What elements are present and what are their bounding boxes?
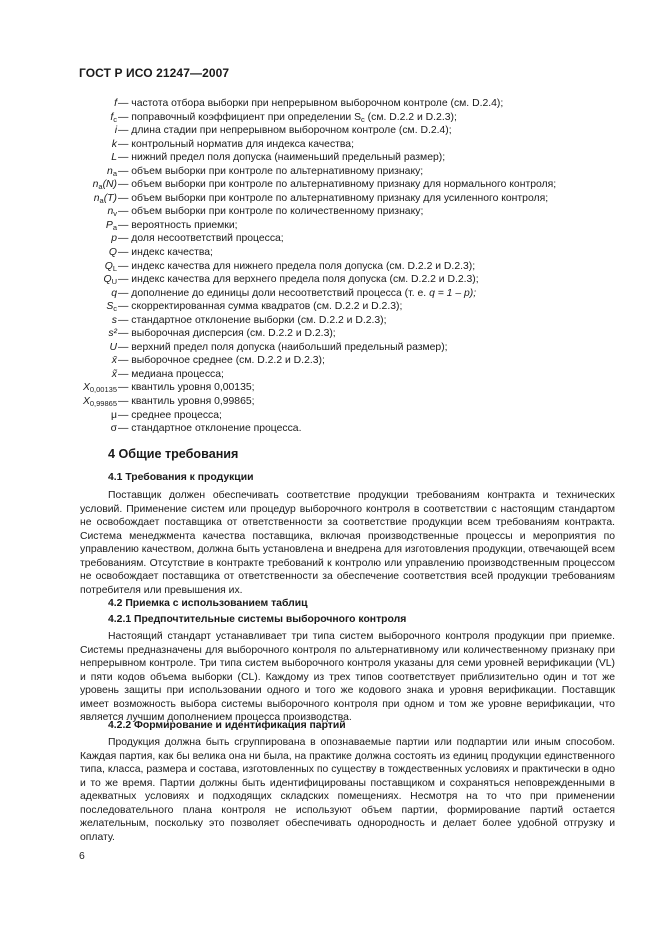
definition-text: — объем выборки при контроле по альтернативному признаку; bbox=[118, 165, 424, 177]
definition-symbol: $f_c$ bbox=[110, 111, 117, 124]
definition-text: — доля несоответствий процесса; bbox=[118, 233, 284, 245]
definition-text: — контрольный норматив для индекса качества; bbox=[118, 138, 354, 150]
definition-symbol: U bbox=[109, 341, 117, 353]
definition-symbol: f bbox=[114, 98, 117, 109]
definition-text: — стандартное отклонение процесса. bbox=[118, 423, 302, 435]
definition-symbol: $n_a(T)$ bbox=[93, 192, 117, 205]
definition-text: — скорректированная сумма квадратов (см. D.2.2 и D.2.3); bbox=[118, 301, 403, 313]
definition-text: — медиана процесса; bbox=[118, 368, 224, 380]
definition-row bbox=[70, 205, 610, 219]
definition-text: — объем выборки при контроле по альтернативному признаку для усиленного контроля; bbox=[118, 192, 549, 204]
definition-row bbox=[70, 300, 610, 314]
definition-row bbox=[70, 409, 610, 423]
definition-row bbox=[70, 219, 610, 233]
definition-text: — выборочная дисперсия (см. D.2.2 и D.2.3); bbox=[118, 328, 336, 340]
definition-row bbox=[70, 327, 610, 341]
symbol-definitions-list bbox=[70, 97, 610, 436]
definition-row bbox=[70, 138, 610, 152]
definition-row bbox=[70, 111, 610, 125]
definition-row bbox=[70, 354, 610, 368]
definition-row bbox=[70, 165, 610, 179]
definition-symbol: i bbox=[114, 125, 117, 137]
definition-symbol: σ bbox=[110, 423, 117, 435]
definition-row bbox=[70, 273, 610, 287]
definition-text: — частота отбора выборки при непрерывном выборочном контроле (см. D.2.4); bbox=[118, 98, 504, 109]
definition-row bbox=[70, 97, 610, 111]
document-header: ГОСТ Р ИСО 21247—2007 bbox=[79, 66, 230, 80]
definition-row bbox=[70, 151, 610, 165]
definition-text: — индекс качества для нижнего предела поля допуска (см. D.2.2 и D.2.3); bbox=[118, 260, 476, 272]
definition-row bbox=[70, 395, 610, 409]
definition-symbol: x̃ bbox=[111, 368, 117, 380]
definition-symbol: $X_{0,00135}$ bbox=[82, 382, 117, 395]
definition-text: — квантиль уровня 0,99865; bbox=[118, 396, 255, 408]
definition-row bbox=[70, 232, 610, 246]
definition-text: — выборочное среднее (см. D.2.2 и D.2.3); bbox=[118, 355, 325, 367]
definition-text: — индекс качества; bbox=[118, 247, 213, 259]
definition-symbol: p bbox=[111, 233, 117, 245]
definition-symbol: $n_v$ bbox=[107, 206, 117, 219]
definition-text: — объем выборки при контроле по альтернативному признаку для нормального контроля; bbox=[118, 179, 557, 191]
definition-symbol: $n_a(N)$ bbox=[92, 179, 117, 192]
definition-symbol: s² bbox=[108, 328, 117, 340]
section-4-heading: 4 Общие требования bbox=[108, 447, 239, 461]
section-4-2-1-text: Настоящий стандарт устанавливает три типа систем выборочного контроля продукции при приемке. Системы предназначены для выборочного контроля по альтернативному или количественному признаку при непрерывном контроле. Три типа систем выборочного контроля указаны для семи уровней верификации (VL) и пяти кодов объема выборки (CL). Каждому из трех типов соответствует приблизительно один и тот же уровень защиты при использовании одного и того же кодового знака и уровня верификации. Поставщик имеет возможность выбора системы выборочного контроля при одном и том же уровне верификации, что является лучшим дополнением процесса производства. bbox=[80, 631, 615, 723]
definition-row bbox=[70, 314, 610, 328]
definition-text: — поправочный коэффициент при определении $S_c$ (см. D.2.2 и D.2.3); bbox=[118, 111, 457, 124]
section-4-2-heading: 4.2 Приемка с использованием таблиц bbox=[108, 598, 308, 609]
definition-text: — индекс качества для верхнего предела поля допуска (см. D.2.2 и D.2.3); bbox=[118, 274, 479, 286]
definition-text: — длина стадии при непрерывном выборочном контроле (см. D.2.4); bbox=[118, 125, 452, 137]
definition-symbol: x̄ bbox=[111, 355, 117, 367]
definition-row bbox=[70, 246, 610, 260]
definition-text: — нижний предел поля допуска (наименьший предельный размер); bbox=[118, 152, 446, 164]
definition-text: — верхний предел поля допуска (наибольший предельный размер); bbox=[118, 341, 448, 353]
section-4-1-heading: 4.1 Требования к продукции bbox=[108, 472, 254, 483]
definition-symbol: L bbox=[111, 152, 117, 164]
definition-row bbox=[70, 124, 610, 138]
definition-symbol: $X_{0,99865}$ bbox=[82, 396, 117, 409]
definition-symbol: k bbox=[111, 138, 117, 150]
definition-text: — дополнение до единицы доли несоответствий процесса (т. е. q = 1 – p); bbox=[118, 287, 477, 299]
definition-text: — объем выборки при контроле по количественному признаку; bbox=[118, 206, 424, 218]
definition-row bbox=[70, 341, 610, 355]
definition-symbol: s bbox=[111, 314, 117, 326]
definition-text: — среднее процесса; bbox=[118, 409, 222, 421]
definition-row bbox=[70, 381, 610, 395]
definition-symbol: $Q_U$ bbox=[103, 274, 117, 287]
section-4-2-2-heading-text: 4.2.2 Формирование и идентификация партий bbox=[108, 720, 346, 731]
section-4-1-text: Поставщик должен обеспечивать соответствие продукции требованиям контракта и технических условий. Применение систем или процедур выборочного контроля в соответствии с настоящим стандартом не освобождает поставщика от ответственности за соответствие продукции всем требованиям контракта. Система менеджмента качества поставщика, включая производственные процессы и мероприятия по управлению качеством, должна быть установлена и внедрена для изготовления продукции, отвечающей всем требованиям. Отсутствие в контракте требований к контролю или управлению производственным процессом не освобождает поставщика от ответственности за обеспечение соответствия всей продукции требованиям потребителя или превышения их. bbox=[80, 490, 615, 596]
definition-row bbox=[70, 260, 610, 274]
section-4-2-1-heading: 4.2.1 Предпочтительные системы выборочного контроля bbox=[108, 614, 407, 625]
definition-symbol: $Q_L$ bbox=[104, 260, 117, 273]
definition-text: — вероятность приемки; bbox=[118, 219, 238, 231]
definition-text: — стандартное отклонение выборки (см. D.2.2 и D.2.3); bbox=[118, 314, 387, 326]
definition-symbol: $S_c$ bbox=[106, 301, 117, 314]
section-4-2-2-heading bbox=[108, 720, 346, 731]
definition-row bbox=[70, 368, 610, 382]
definition-symbol: $P_a$ bbox=[105, 219, 117, 232]
definition-symbol: μ bbox=[111, 409, 117, 421]
definition-row bbox=[70, 192, 610, 206]
definition-symbol: q bbox=[111, 287, 117, 299]
definition-symbol: $n_a$ bbox=[107, 165, 117, 178]
page-number: 6 bbox=[79, 851, 85, 862]
definition-text: — квантиль уровня 0,00135; bbox=[118, 382, 255, 394]
definition-row bbox=[70, 422, 610, 436]
definition-row bbox=[70, 178, 610, 192]
definition-row bbox=[70, 287, 610, 301]
definition-symbol: Q bbox=[108, 247, 117, 259]
section-4-2-2-text: Продукция должна быть сгруппирована в опознаваемые партии или подпартии или иным способом. Каждая партия, как бы велика она ни была, на практике должна состоять из единиц продукции единственного типа, класса, размера и состава, изготовленных по существу в тождественных условиях и практически в одно и то же время. Партии должны быть идентифицированы поставщиком и сохраняться неповрежденными в адекватных условиях и подходящих складских помещениях. Несмотря на то что при применении последовательного плана контроля не используют объем партии, формирование партий остается желательным, поскольку это позволяет обеспечивать однородность и делает более удобной отгрузку и оплату. bbox=[80, 737, 615, 843]
